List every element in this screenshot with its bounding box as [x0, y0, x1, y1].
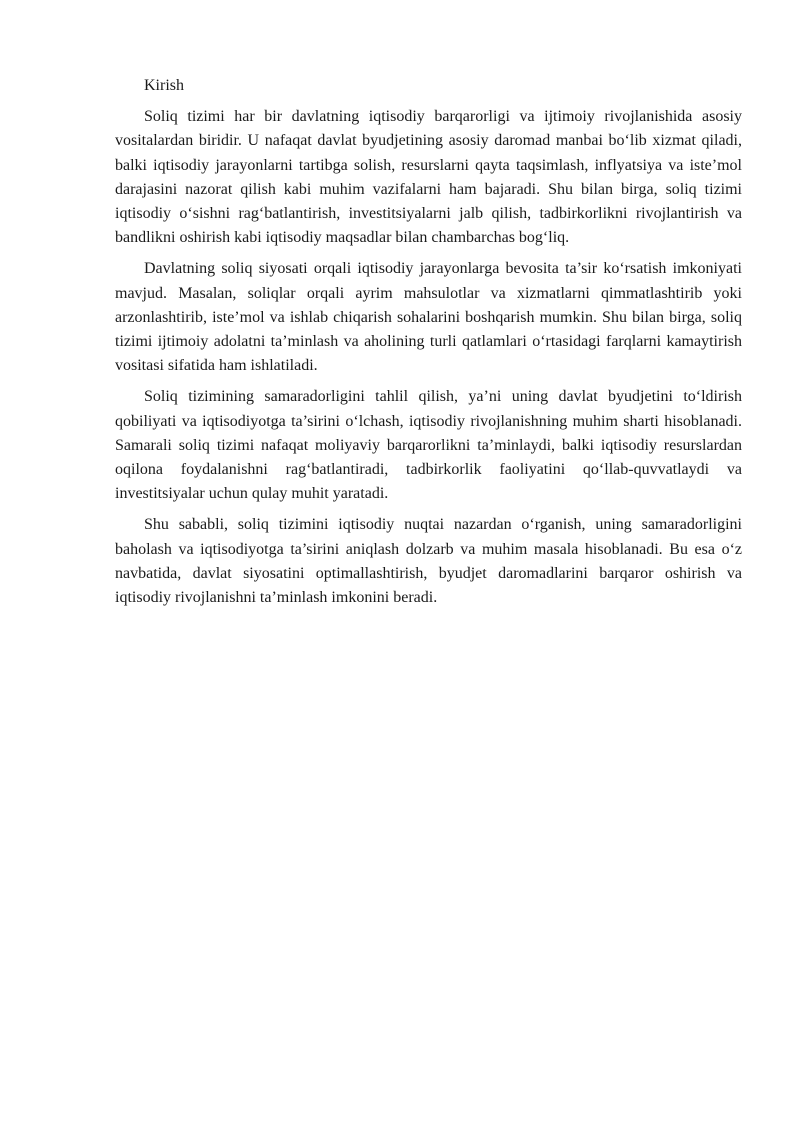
paragraph-1: Soliq tizimi har bir davlatning iqtisodiy barqarorligi va ijtimoiy rivojlanishida asosiy vositalardan biridir. U nafaqat davlat byudjetining asosiy daromad manbai bo‘lib xizmat qiladi, balki iqtisodiy jarayonlarni tartibga solish, resurslarni qayta taqsimlash, inflyatsiya va iste’mol darajasini nazorat qilish kabi muhim vazifalarni ham bajaradi. Shu bilan birga, soliq tizimi iqtisodiy o‘sishni rag‘batlantirish, investitsiyalarni jalb qilish, tadbirkorlikni rivojlantirish va bandlikni oshirish kabi iqtisodiy maqsadlar bilan chambarchas bog‘liq. — [115, 108, 742, 247]
document-page — [115, 74, 742, 617]
paragraph-4: Shu sababli, soliq tizimini iqtisodiy nuqtai nazardan o‘rganish, uning samaradorligini baholash va iqtisodiyotga ta’sirini aniqlash dolzarb va muhim masala hisoblanadi. Bu esa o‘z navbatida, davlat siyosatini optimallashtirish, byudjet daromadlarini barqaror oshirish va iqtisodiy rivojlanishni ta’minlash imkonini beradi. — [115, 516, 742, 607]
paragraph-2: Davlatning soliq siyosati orqali iqtisodiy jarayonlarga bevosita ta’sir ko‘rsatish imkoniyati mavjud. Masalan, soliqlar orqali ayrim mahsulotlar va xizmatlarni qimmatlashtirib yoki arzonlashtirib, iste’mol va ishlab chiqarish sohalarini boshqarish mumkin. Shu bilan birga, soliq tizimi ijtimoiy adolatni ta’minlash va aholining turli qatlamlari o‘rtasidagi farqlarni kamaytirish vositasi sifatida ham ishlatiladi. — [115, 260, 742, 375]
paragraph-3: Soliq tizimining samaradorligini tahlil qilish, ya’ni uning davlat byudjetini to‘ldirish qobiliyati va iqtisodiyotga ta’sirini o‘lchash, iqtisodiy rivojlanishning muhim sharti hisoblanadi. Samarali soliq tizimi nafaqat moliyaviy barqarorlikni ta’minlaydi, balki iqtisodiy resurslardan oqilona foydalanishni rag‘batlantiradi, tadbirkorlik faoliyatini qo‘llab-quvvatlaydi va investitsiyalar uchun qulay muhit yaratadi. — [115, 388, 742, 503]
section-heading: Kirish — [144, 77, 184, 94]
